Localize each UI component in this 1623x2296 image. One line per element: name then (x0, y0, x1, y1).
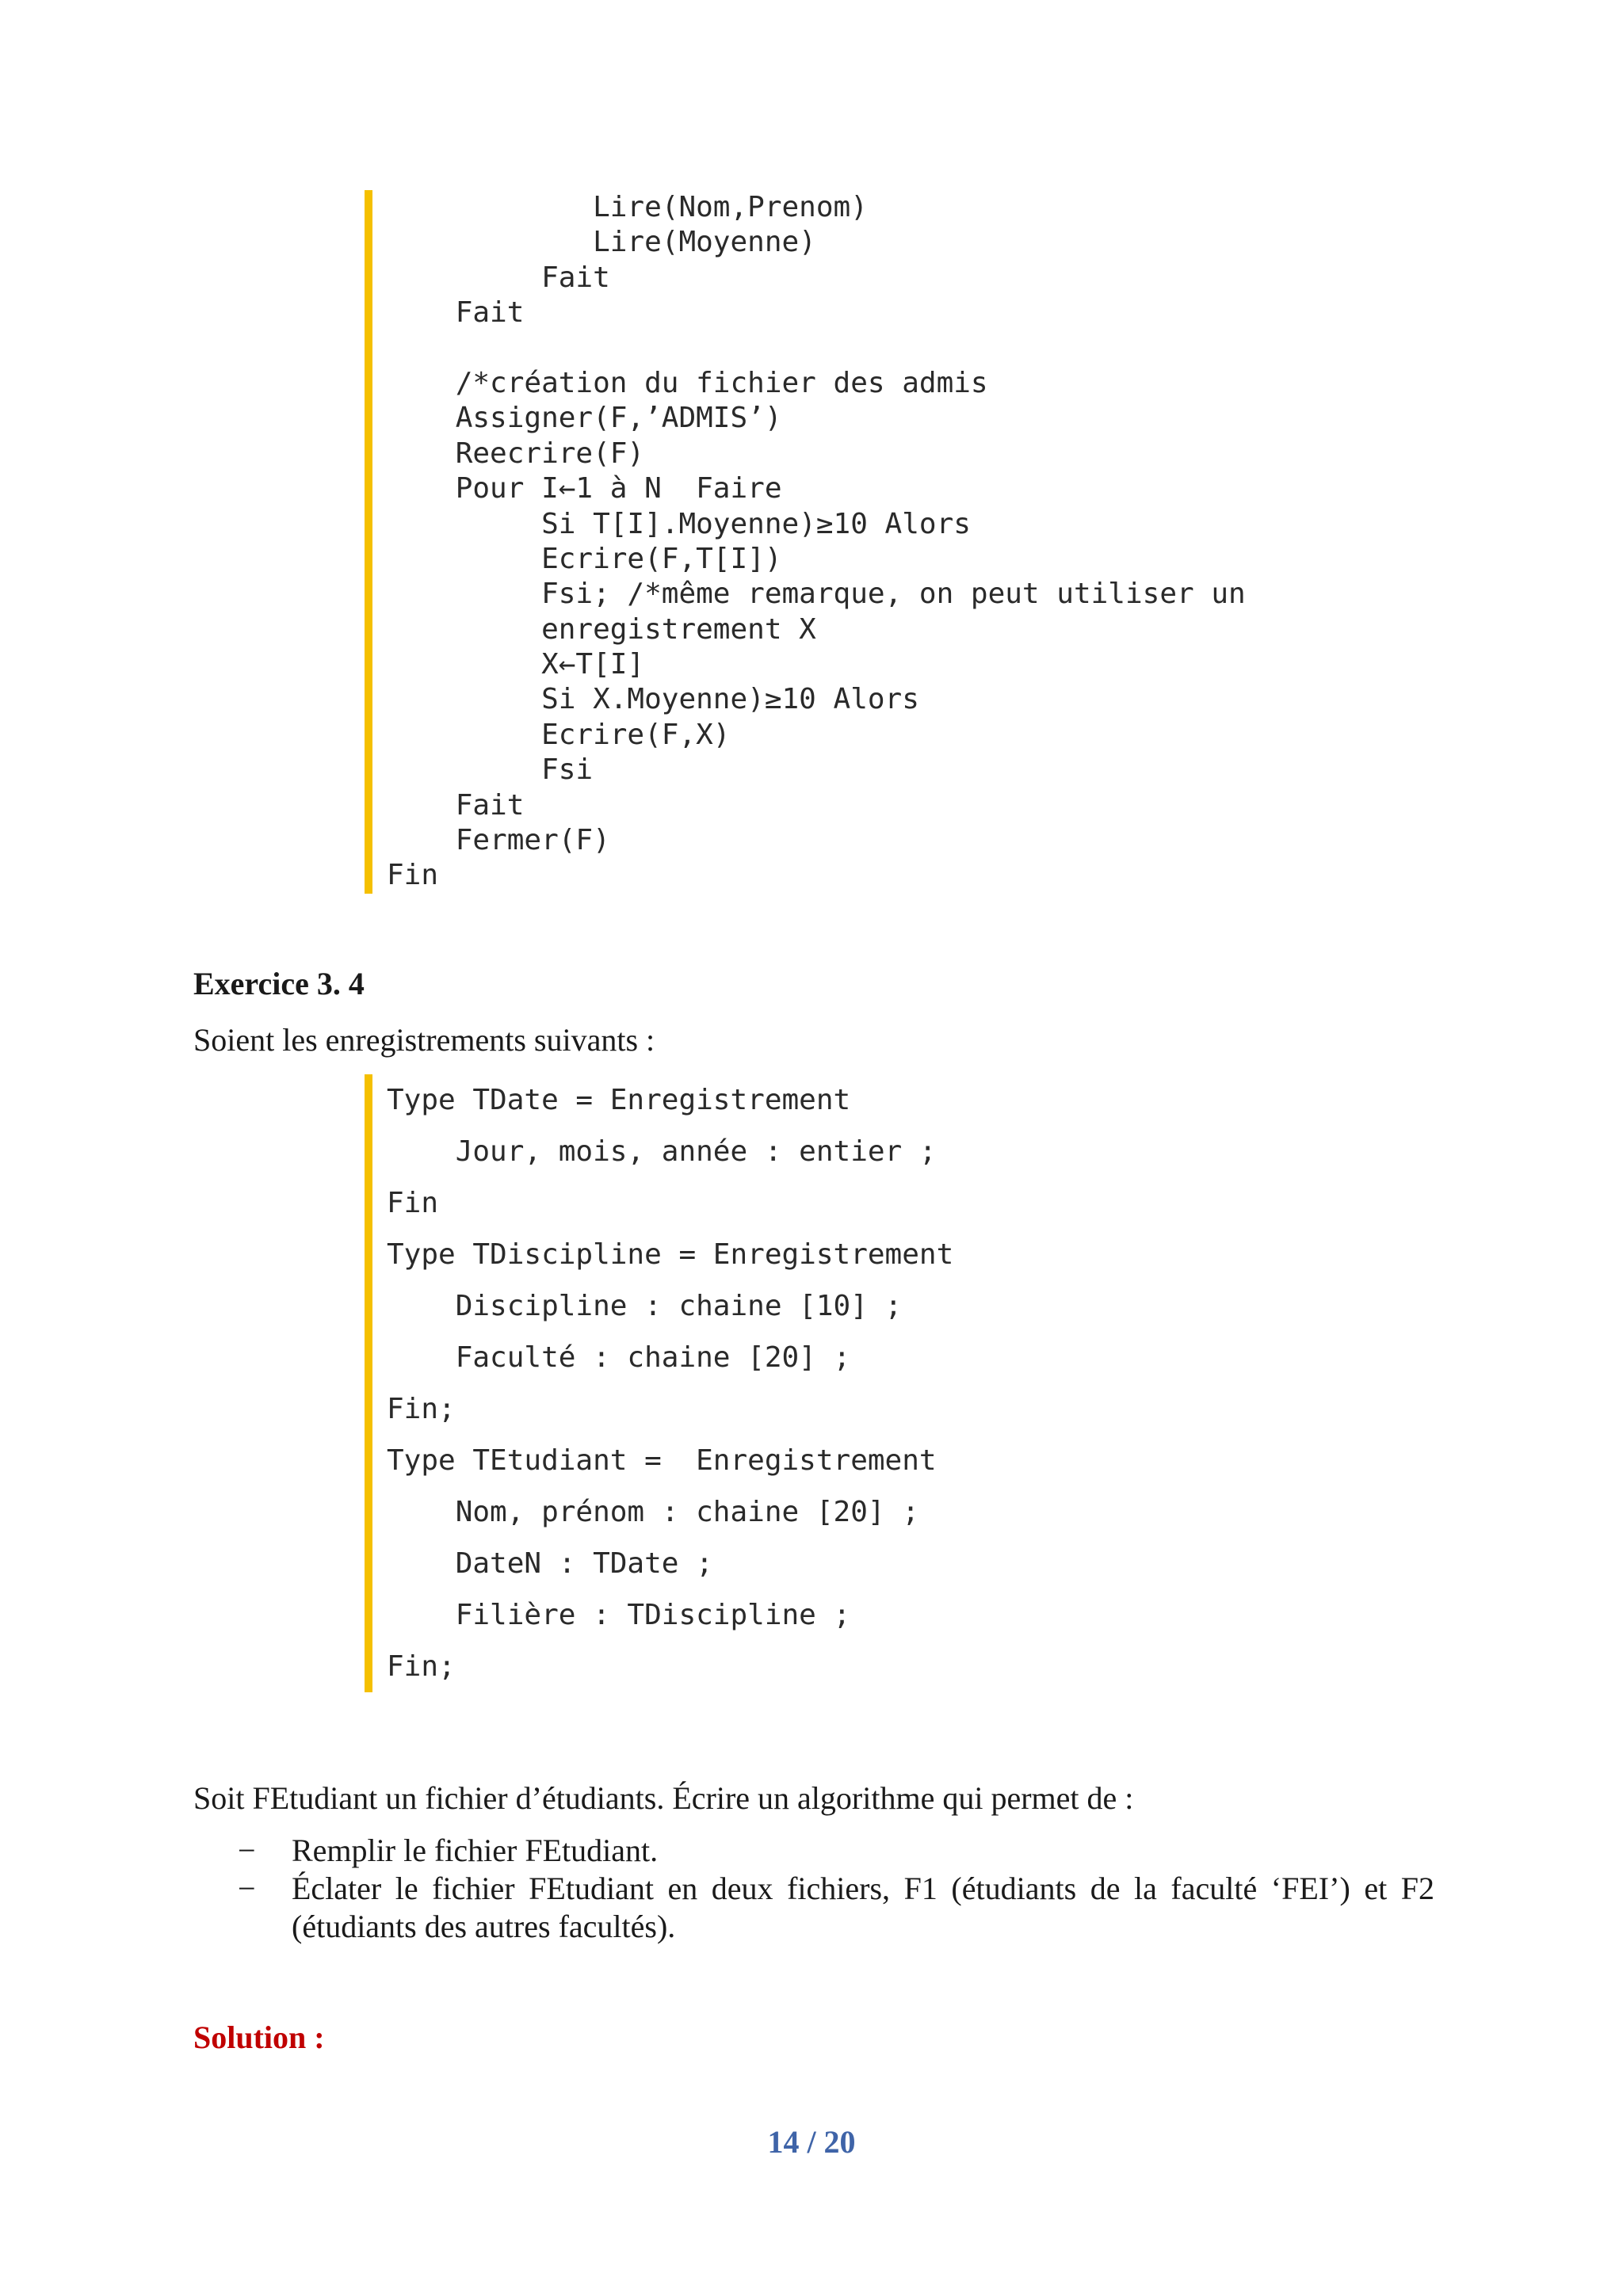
code-block-types (365, 1074, 953, 1692)
code-line: Discipline : chaine [10] ; (387, 1290, 903, 1322)
code-line: Fait (387, 261, 610, 294)
code-line: Fsi (387, 753, 594, 787)
code-line: Ecrire(F,X) (387, 718, 731, 751)
code-line: Si T[I].Moyenne)≥10 Alors (387, 507, 971, 540)
code-line: Fin; (387, 1650, 456, 1683)
code-line: Pour I←1 à N Faire (387, 472, 782, 505)
task-text: Éclater le fichier FEtudiant en deux fichiers, F1 (étudiants de la faculté ‘FEI’) et F2 (étudiants des autres facultés). (292, 1871, 1434, 1944)
code-line: Type TDate = Enregistrement (387, 1084, 851, 1116)
exercise-intro: Soient les enregistrements suivants : (193, 1022, 655, 1058)
task-text: Remplir le fichier FEtudiant. (292, 1833, 659, 1868)
code-line: Fait (387, 296, 525, 330)
task-list (238, 1832, 1434, 1946)
code-line (387, 331, 1246, 366)
code-line: Lire(Nom,Prenom) (387, 191, 868, 223)
exercise-statement: Soit FEtudiant un fichier d’étudiants. Écrire un algorithme qui permet de : (193, 1780, 1134, 1816)
code-line: Filière : TDiscipline ; (387, 1599, 851, 1631)
exercise-title: Exercice 3. 4 (193, 966, 365, 1001)
code-line: Fin (387, 1187, 439, 1219)
task-item (238, 1870, 1434, 1946)
page-number: 14 / 20 (767, 2124, 856, 2160)
code-line: /*création du fichier des admis (387, 366, 988, 399)
code-line: Type TEtudiant = Enregistrement (387, 1444, 937, 1477)
code-line: Jour, mois, année : entier ; (387, 1135, 937, 1168)
code-line: Fait (387, 788, 525, 822)
code-line: Fin (387, 859, 439, 892)
code-line: DateN : TDate ; (387, 1547, 713, 1580)
code-line: enregistrement X (387, 612, 816, 646)
code-line: Si X.Moyenne)≥10 Alors (387, 683, 919, 716)
bullet-dash: − (238, 1871, 256, 1906)
code-line: Reecrire(F) (387, 437, 645, 470)
code-line: Lire(Moyenne) (387, 226, 816, 259)
code-line: Fsi; /*même remarque, on peut utiliser un (387, 578, 1246, 611)
code-block-algorithm (365, 190, 1246, 894)
code-line: Fermer(F) (387, 824, 610, 857)
solution-label: Solution : (193, 2019, 325, 2055)
code-line: Type TDiscipline = Enregistrement (387, 1238, 954, 1271)
code-line: Assigner(F,’ADMIS’) (387, 402, 782, 435)
code-line: Faculté : chaine [20] ; (387, 1341, 851, 1374)
code-line: Ecrire(F,T[I]) (387, 542, 782, 575)
code-line: Fin; (387, 1393, 456, 1425)
task-item (238, 1832, 1434, 1870)
code-line: Nom, prénom : chaine [20] ; (387, 1496, 919, 1528)
code-line: X←T[I] (387, 648, 645, 681)
bullet-dash: − (238, 1833, 256, 1868)
